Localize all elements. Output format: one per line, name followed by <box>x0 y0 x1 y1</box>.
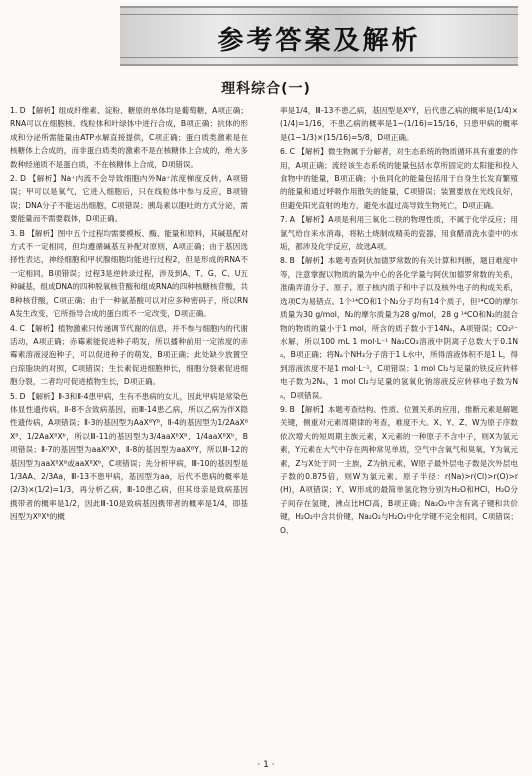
left-column <box>10 104 248 524</box>
answer-item-3: 3. B 【解析】图中五个过程均需要模板、酶、能量和原料，其碱基配对方式不一定相同，但均遵循碱基互补配对原则，A项正确；由于基因选择性表达，神经细胞和甲状腺细胞均能进行过程2，但是形成的RNA不一定相同，B项错误；过程3是逆转录过程，涉及到A、T、G、C、U五种碱基，组成DNA的四种脱氧核苷酸和组成RNA的四种核糖核苷酸，共8种核苷酸，C项正确；由于一种氨基酸可以对应多种密码子，所以RNA发生改变，它所指导合成的蛋白质不一定改变，D项正确。 <box>10 228 248 319</box>
answer-item-5-cont: 率是1/4，Ⅲ-13不患乙病，基因型是XᴮY，后代患乙病的概率是(1/4)×(1/4)=1/16，不患乙病的概率是1−(1/16)=15/16，只患甲病的概率是(1−1/3)×(15/16)=5/8，D项正确。 <box>280 106 518 142</box>
banner-title: 参考答案及解析 <box>217 26 421 56</box>
header-banner <box>120 6 518 66</box>
answer-item-2: 2. D 【解析】Na⁺内流不会导致细胞内外Na⁺浓度梯度反转，A项错误；甲可以是氧气，它进入细胞后，只在线粒体中参与反应，B项错误；DNA分子不能运出细胞，C项错误；胰岛素以胞吐的方式分泌，需要能量而不需要载体，D项正确。 <box>10 174 248 224</box>
answer-item-1: 1. D 【解析】组成纤维素、淀粉、糖原的单体均是葡萄糖，A项正确；RNA可以在细胞核、线粒体和叶绿体中进行合成，B项正确；抗体的形成和分泌所需能量由ATP水解直接提供，C项正确；蛋白质类激素是在核糖体上合成的，而非蛋白质类的激素不是在核糖体上合成的，绝大多数种经递质不是蛋白质，不在核糖体上合成，D项错误。 <box>10 106 248 169</box>
answer-item-5: 5. D 【解析】Ⅱ-3和Ⅱ-4患甲病，生有不患病的女儿，因此甲病是常染色体显性遗传病，Ⅱ-8不含致病基因，而Ⅲ-14患乙病，所以乙病为伴X隐性遗传病，A项错误；Ⅱ-3的基因型为AaXᴮYᴮ，Ⅱ-4的基因型为1/2AaXᴮXᴮ、1/2AaXᴮXᵇ，所以Ⅲ-11的基因型为3/4aaXᴮXᴮ、1/4aaXᴮXᵇ，B项错误；Ⅱ-7的基因型为aaXᴮXᵇ，Ⅱ-8的基因型为aaXᴮY，所以Ⅲ-12的基因型为aaXᴮXᴮ或aaXᴮXᵇ，C项错误；先分析甲病，Ⅲ-10的基因型是1/3AA、2/3Aa，Ⅲ-13不患甲病，基因型为aa，后代不患病的概率是(2/3)×(1/2)=1/3，再分析乙病，Ⅲ-10患乙病，但其母亲是致病基因携带者的概率是1/2，因此Ⅲ-10是致病基因携带者的概率是1/4，即基因型为XᴮXᵇ的概 <box>10 391 248 522</box>
answer-item-7: 7. A 【解析】A项是利用三氧化二铁的物理性质，不属于化学反应；用氯气给自来水消毒，将粘土烧制成精美的瓷器，用食醋清洗水壶中的水垢，都涉及化学反应，故选A项。 <box>280 215 518 252</box>
section-title: 理科综合(一) <box>221 81 311 97</box>
right-column <box>280 104 518 537</box>
answer-item-8: 8. B 【解析】本题考查阿伏加德罗常数的有关计算和判断，题目难度中等，注意掌握以物质的量为中心的各化学量与阿伏加德罗常数的关系，准确弄清分子、原子、原子核内质子和中子以及核外电子的构成关系，选项C为易错点。1个¹⁴CO和1个N₂分子均有14个质子，但¹⁴CO的摩尔质量为30 g/mol，N₂的摩尔质量为28 g/mol，28 g ¹⁴CO和N₂的混合物的物质的量小于1 mol，所含的质子数小于14Nₐ，A项错误；CO₃²⁻水解，所以100 mL 1 mol·L⁻¹ Na₂CO₃溶液中阴离子总数大于0.1Nₐ，B项正确；将Nₐ个NH₃分子溶于1 L水中，所得溶液体积不是1 L，得到溶液浓度不是1 mol·L⁻¹，C项错误；1 mol Cl₂与足量的铁反应转移电子数为2Nₐ，1 mol Cl₂与足量的氢氧化钠溶液反应转移电子数为Nₐ，D项错误。 <box>280 256 518 400</box>
answer-item-6: 6. C 【解析】微生物属于分解者，对生态系统的物质循环具有重要的作用，A项正确；流经该生态系统的能量包括水草所固定的太阳能和投入食物中的能量，B项正确；小鱼同化的能量包括用于自身生长发育繁殖的能量和通过呼吸作用散失的能量，C项错误；装置要放在光线良好，但避免阳光直射的地方，避免水温过高导致生物死亡，D项正确。 <box>280 147 518 210</box>
answer-item-9: 9. B 【解析】本题考查结构、性质、位置关系的应用，推断元素是解题关键，侧重对元素周期律的考查，难度不大。X、Y、Z、W为原子序数依次增大的短周期主族元素，X元素的一种原子不含中子，则X为氢元素，Y元素在大气中存在两种常见单质，空气中含氧气和臭氧，Y为氧元素，Z与X处于同一主族，Z为钠元素，W原子最外层电子数是次外层电子数的0.875倍，则W为氯元素。原子半径：r(Na)>r(Cl)>r(O)>r(H)，A项错误；Y、W形成的最简单氢化物分别为H₂O和HCl，H₂O分子间存在氢键，沸点比HCl高，B项正确；Na₂O₂中含有离子键和共价键，H₂O₂中含共价键，Na₂O₂与H₂O₂中化学键不完全相同，C项错误；O、 <box>280 404 518 535</box>
answer-item-4: 4. C 【解析】植物激素只传递调节代谢的信息，并不参与细胞内的代谢活动，A项正确；赤霉素能促进种子萌发，所以播种前用一定浓度的赤霉素溶液浸泡种子，可以促进种子的萌发，B项正确；此处缺少放置空白琼脂块的对照，C项错误；生长素促进细胞伸长，细胞分裂素促进细胞分裂，二者均可促进植物生长，D项正确。 <box>10 323 248 387</box>
page-number: · 1 · <box>257 760 275 770</box>
